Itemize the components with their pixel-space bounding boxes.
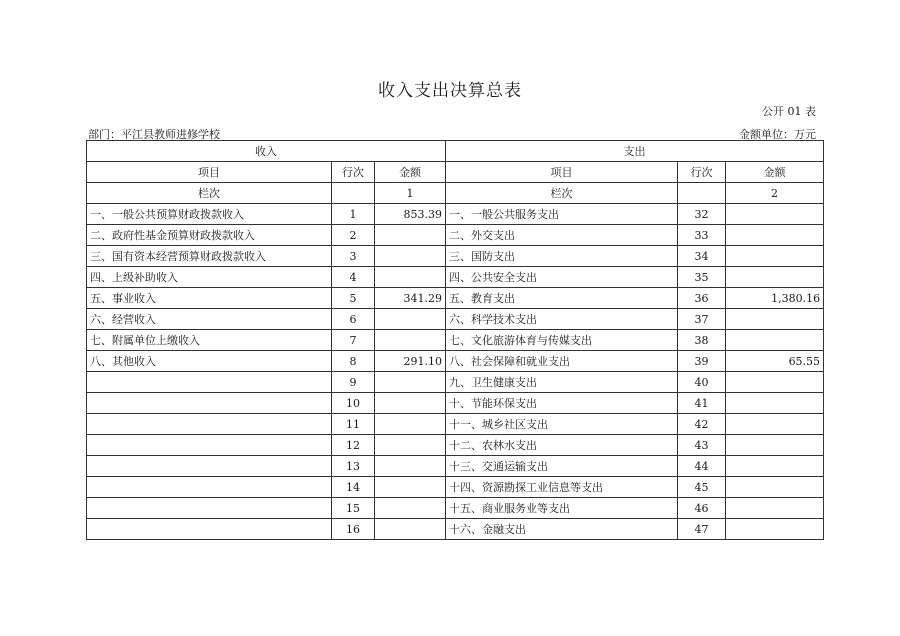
table-row: [87, 435, 824, 456]
income-amount-cell: [375, 456, 446, 477]
income-item-cell: [87, 393, 332, 414]
expense-item-cell: 七、文化旅游体育与传媒支出: [446, 330, 678, 351]
table-row: [87, 351, 824, 372]
income-item-cell: 三、国有资本经营预算财政拨款收入: [87, 246, 332, 267]
table-row: [87, 246, 824, 267]
column-number-row: [87, 183, 824, 204]
table-row: [87, 267, 824, 288]
table-row: [87, 393, 824, 414]
income-amount-cell: [375, 225, 446, 246]
expense-item-cell: 十一、城乡社区支出: [446, 414, 678, 435]
table-row: [87, 456, 824, 477]
expense-item-cell: 十三、交通运输支出: [446, 456, 678, 477]
expense-line-cell: 36: [678, 288, 726, 309]
expense-item-cell: 五、教育支出: [446, 288, 678, 309]
income-line-cell: 1: [332, 204, 375, 225]
expense-item-cell: 一、一般公共服务支出: [446, 204, 678, 225]
income-line-cell: 3: [332, 246, 375, 267]
expense-line-cell: 38: [678, 330, 726, 351]
amount-unit-label: 金额单位：万元: [739, 128, 816, 141]
expense-line-cell: 45: [678, 477, 726, 498]
income-amount-cell: [375, 309, 446, 330]
income-item-cell: [87, 498, 332, 519]
expense-amount-cell: [726, 267, 824, 288]
income-expense-table: [86, 140, 824, 540]
expense-amount-cell: [726, 393, 824, 414]
expense-amount-cell: [726, 372, 824, 393]
income-item-header: 项目: [87, 162, 332, 183]
expense-amount-cell: [726, 519, 824, 540]
income-line-cell: 10: [332, 393, 375, 414]
expense-column-label: 栏次: [446, 183, 678, 204]
income-line-cell: 8: [332, 351, 375, 372]
expense-line-cell: 43: [678, 435, 726, 456]
column-header-row: [87, 162, 824, 183]
expense-amount-cell: [726, 246, 824, 267]
income-item-cell: [87, 477, 332, 498]
income-column-number: 1: [375, 183, 446, 204]
income-line-number-blank: [332, 183, 375, 204]
section-header-row: [87, 141, 824, 162]
income-line-cell: 9: [332, 372, 375, 393]
income-amount-cell: [375, 246, 446, 267]
income-section-header: 收入: [87, 141, 446, 162]
table-row: [87, 372, 824, 393]
income-item-cell: 七、附属单位上缴收入: [87, 330, 332, 351]
income-line-cell: 11: [332, 414, 375, 435]
income-item-cell: 四、上级补助收入: [87, 267, 332, 288]
income-line-cell: 4: [332, 267, 375, 288]
table-row: [87, 309, 824, 330]
expense-item-cell: 六、科学技术支出: [446, 309, 678, 330]
expense-line-header: 行次: [678, 162, 726, 183]
income-amount-cell: [375, 393, 446, 414]
income-column-label: 栏次: [87, 183, 332, 204]
expense-line-cell: 41: [678, 393, 726, 414]
income-amount-cell: [375, 435, 446, 456]
income-item-cell: [87, 372, 332, 393]
expense-item-cell: 九、卫生健康支出: [446, 372, 678, 393]
income-line-header: 行次: [332, 162, 375, 183]
expense-line-cell: 44: [678, 456, 726, 477]
page-title: 收入支出决算总表: [378, 81, 522, 101]
expense-line-cell: 33: [678, 225, 726, 246]
income-line-cell: 6: [332, 309, 375, 330]
income-item-cell: [87, 519, 332, 540]
expense-amount-cell: [726, 498, 824, 519]
expense-item-header: 项目: [446, 162, 678, 183]
income-item-cell: 二、政府性基金预算财政拨款收入: [87, 225, 332, 246]
expense-line-cell: 39: [678, 351, 726, 372]
income-amount-cell: [375, 267, 446, 288]
expense-line-cell: 34: [678, 246, 726, 267]
expense-amount-cell: [726, 309, 824, 330]
income-amount-cell: 853.39: [375, 204, 446, 225]
income-amount-cell: 291.10: [375, 351, 446, 372]
expense-amount-cell: [726, 204, 824, 225]
table-row: [87, 288, 824, 309]
table-row: [87, 204, 824, 225]
income-amount-cell: [375, 498, 446, 519]
expense-amount-cell: 1,380.16: [726, 288, 824, 309]
income-line-cell: 13: [332, 456, 375, 477]
expense-item-cell: 八、社会保障和就业支出: [446, 351, 678, 372]
expense-line-cell: 37: [678, 309, 726, 330]
expense-section-header: 支出: [446, 141, 824, 162]
income-amount-cell: 341.29: [375, 288, 446, 309]
expense-line-cell: 35: [678, 267, 726, 288]
expense-item-cell: 十四、资源勘探工业信息等支出: [446, 477, 678, 498]
table-row: [87, 225, 824, 246]
expense-amount-cell: [726, 456, 824, 477]
expense-item-cell: 十五、商业服务业等支出: [446, 498, 678, 519]
expense-item-cell: 十六、金融支出: [446, 519, 678, 540]
expense-line-number-blank: [678, 183, 726, 204]
income-amount-cell: [375, 477, 446, 498]
income-item-cell: 八、其他收入: [87, 351, 332, 372]
income-amount-cell: [375, 330, 446, 351]
income-line-cell: 14: [332, 477, 375, 498]
expense-item-cell: 十二、农林水支出: [446, 435, 678, 456]
expense-line-cell: 47: [678, 519, 726, 540]
expense-line-cell: 32: [678, 204, 726, 225]
table-row: [87, 498, 824, 519]
form-number: 公开 01 表: [762, 105, 816, 118]
income-line-cell: 16: [332, 519, 375, 540]
expense-amount-cell: [726, 435, 824, 456]
table-row: [87, 414, 824, 435]
expense-amount-header: 金额: [726, 162, 824, 183]
expense-amount-cell: [726, 330, 824, 351]
income-line-cell: 15: [332, 498, 375, 519]
income-amount-header: 金额: [375, 162, 446, 183]
expense-item-cell: 四、公共安全支出: [446, 267, 678, 288]
table-row: [87, 477, 824, 498]
income-item-cell: 六、经营收入: [87, 309, 332, 330]
income-line-cell: 2: [332, 225, 375, 246]
expense-line-cell: 42: [678, 414, 726, 435]
income-line-cell: 12: [332, 435, 375, 456]
expense-item-cell: 十、节能环保支出: [446, 393, 678, 414]
income-line-cell: 5: [332, 288, 375, 309]
expense-amount-cell: 65.55: [726, 351, 824, 372]
income-amount-cell: [375, 414, 446, 435]
income-item-cell: 一、一般公共预算财政拨款收入: [87, 204, 332, 225]
expense-amount-cell: [726, 225, 824, 246]
table-body: [87, 204, 824, 540]
expense-line-cell: 40: [678, 372, 726, 393]
expense-amount-cell: [726, 477, 824, 498]
department-label: 部门：平江县教师进修学校: [88, 128, 220, 141]
income-item-cell: [87, 414, 332, 435]
expense-column-number: 2: [726, 183, 824, 204]
expense-amount-cell: [726, 414, 824, 435]
table-row: [87, 330, 824, 351]
expense-item-cell: 三、国防支出: [446, 246, 678, 267]
income-amount-cell: [375, 519, 446, 540]
income-item-cell: 五、事业收入: [87, 288, 332, 309]
income-amount-cell: [375, 372, 446, 393]
table-row: [87, 519, 824, 540]
expense-line-cell: 46: [678, 498, 726, 519]
income-item-cell: [87, 435, 332, 456]
income-line-cell: 7: [332, 330, 375, 351]
income-item-cell: [87, 456, 332, 477]
expense-item-cell: 二、外交支出: [446, 225, 678, 246]
